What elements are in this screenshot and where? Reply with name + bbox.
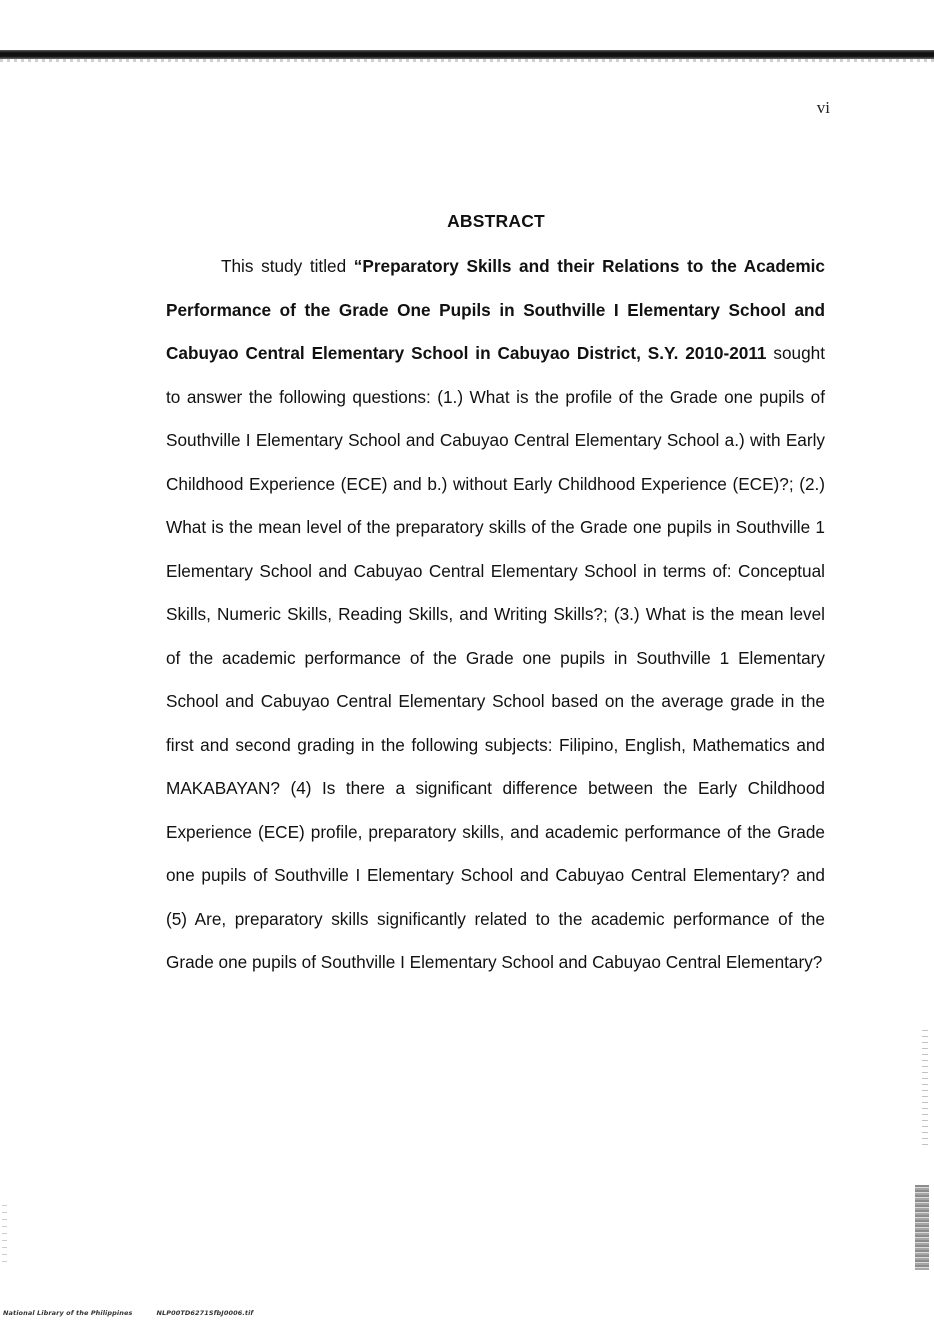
abstract-body-text: sought to answer the following questions: (1.) What is the profile of the Grade one pupils of Southville I Elementary School and Cabuyao Central Elementary School a.) with Early Childhood Experience (ECE) and b.) without Early Childhood Experience (ECE)?; (2.) What is the mean level of the preparatory skills of the Grade one pupils in Southville 1 Elementary School and Cabuyao Central Elementary School in terms of: Conceptual Skills, Numeric Skills, Reading Skills, and Writing Skills?; (3.) What is the mean level of the academic performance of the Grade one pupils in Southville 1 Elementary School and Cabuyao Central Elementary School based on the average grade in the first and second grading in the following subjects: Filipino, English, Mathematics and MAKABAYAN? (4) Is there a significant difference between the Early Childhood Experience (ECE) profile, preparatory skills, and academic performance of the Grade one pupils of Southville I Elementary School and Cabuyao Central Elementary? and (5) Are, preparatory skills significantly related to the academic performance of the Grade one pupils of Southville I Elementary School and Cabuyao Central Elementary?: [166, 343, 825, 972]
library-name: National Library of the Philippines: [3, 1309, 133, 1317]
scan-edge-marks-left: [2, 1205, 7, 1265]
abstract-heading: ABSTRACT: [447, 211, 545, 231]
library-footer-stamp: [3, 1309, 277, 1317]
study-title: “Preparatory Skills and their Relations to the Academic Performance of the Grade One Pupils in Southville I Elementary School and Cabuyao Central Elementary School in Cabuyao District, S.Y. 2010-2011: [166, 256, 825, 363]
page-number: vi: [816, 98, 830, 117]
abstract-lead-in: This study titled: [221, 256, 354, 276]
scan-edge-block-right: [915, 1185, 929, 1270]
abstract-paragraph: [166, 245, 825, 985]
scan-file-id: NLP00TD6271SfbJ0006.tif: [156, 1309, 254, 1317]
scan-edge-marks-right: [922, 1030, 928, 1150]
scan-top-border-noise: [0, 59, 934, 62]
scan-top-border: [0, 50, 934, 59]
